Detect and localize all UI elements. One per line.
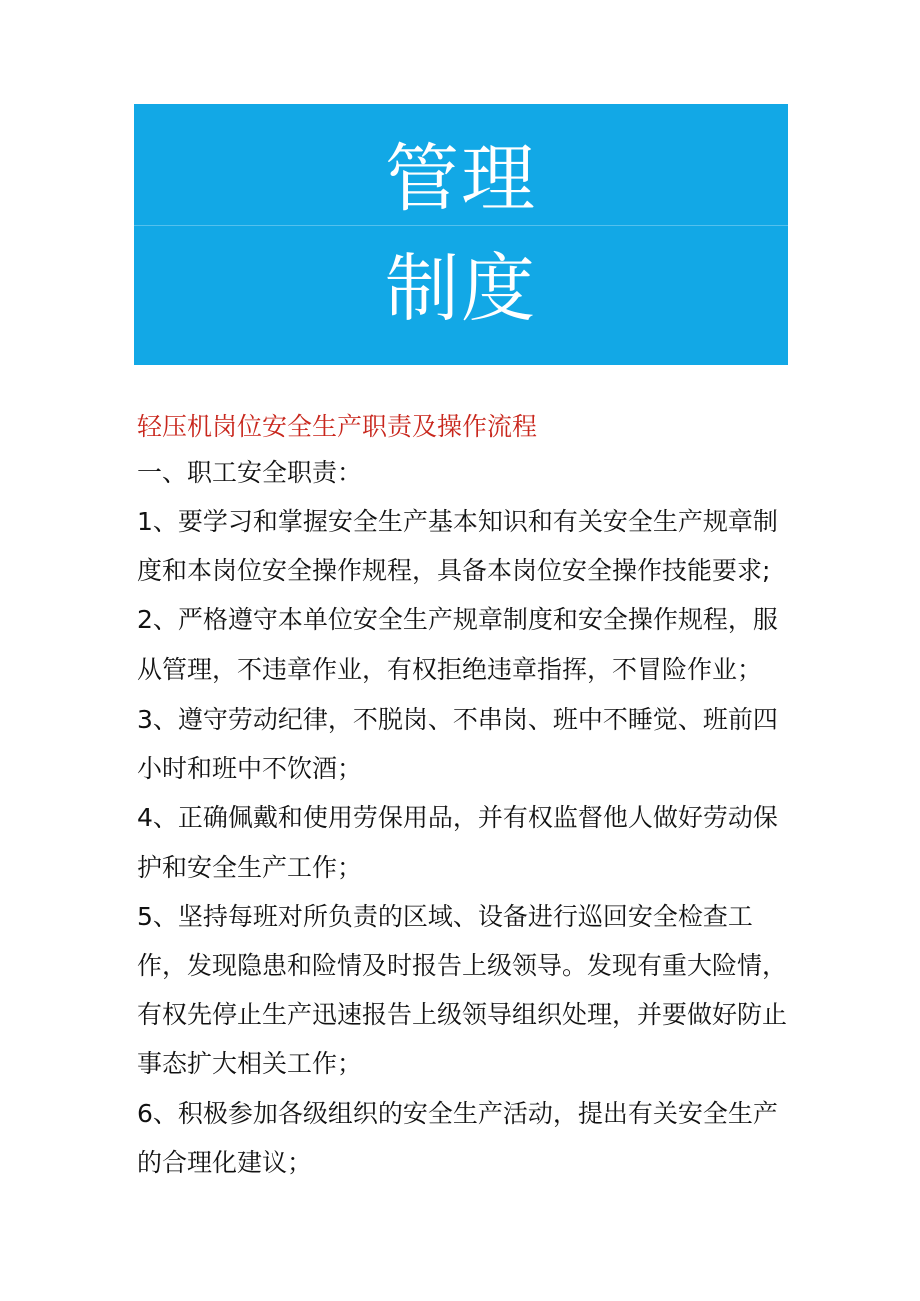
document-title: 轻压机岗位安全生产职责及操作流程: [137, 412, 538, 441]
banner-title-line-1: 管理: [385, 136, 537, 222]
duty-item-5-line-1: 5、坚持每班对所负责的区域、设备进行巡回安全检查工: [137, 902, 753, 931]
duty-item-4-line-1: 4、正确佩戴和使用劳保用品，并有权监督他人做好劳动保: [137, 803, 778, 832]
duty-item-6-line-2: 的合理化建议；: [137, 1148, 313, 1177]
duty-item-5-line-2: 作，发现隐患和险情及时报告上级领导。发现有重大险情，: [137, 951, 788, 980]
duty-item-6-line-1: 6、积极参加各级组织的安全生产活动，提出有关安全生产: [137, 1099, 778, 1128]
duty-item-2-line-2: 从管理，不违章作业，有权拒绝违章指挥，不冒险作业；: [137, 655, 763, 684]
duty-item-3-line-2: 小时和班中不饮酒；: [137, 754, 363, 783]
duty-item-5-line-3: 有权先停止生产迅速报告上级领导组织处理，并要做好防止: [137, 1000, 788, 1029]
banner-title-line-2: 制度: [385, 246, 537, 332]
title-banner: [134, 104, 788, 365]
duty-item-5-line-4: 事态扩大相关工作；: [137, 1049, 363, 1078]
duty-item-2-line-1: 2、严格遵守本单位安全生产规章制度和安全操作规程，服: [137, 605, 778, 634]
duty-item-1-line-1: 1、要学习和掌握安全生产基本知识和有关安全生产规章制: [137, 507, 778, 536]
duty-item-4-line-2: 护和安全生产工作；: [137, 853, 363, 882]
section-heading: 一、职工安全职责：: [137, 458, 363, 487]
banner-divider: [134, 225, 788, 226]
duty-item-3-line-1: 3、遵守劳动纪律，不脱岗、不串岗、班中不睡觉、班前四: [137, 705, 778, 734]
duty-item-1-line-2: 度和本岗位安全操作规程，具备本岗位安全操作技能要求;: [137, 556, 771, 585]
